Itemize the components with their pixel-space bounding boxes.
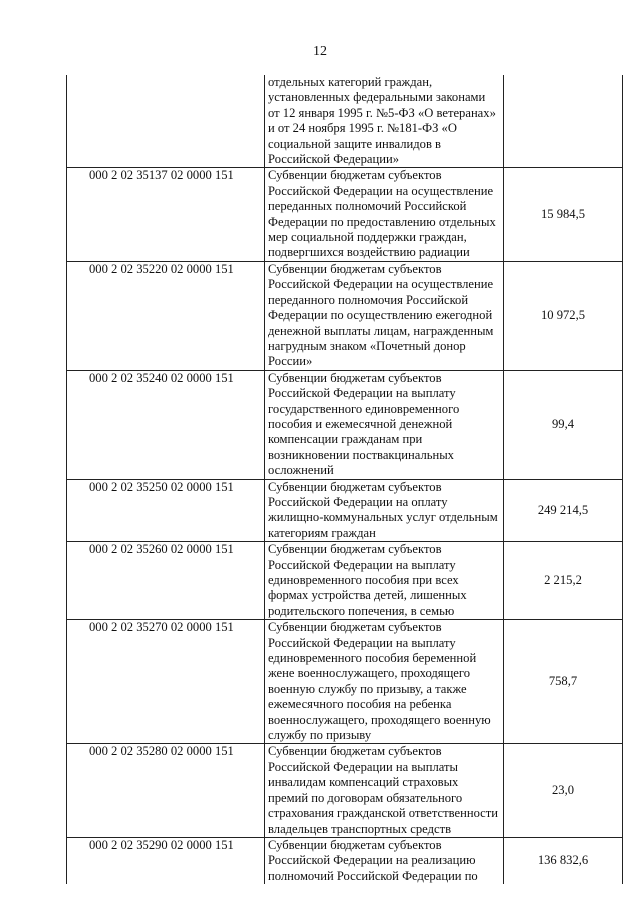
table-row (67, 620, 623, 744)
amount-cell (504, 75, 623, 168)
description-cell: Субвенции бюджетам субъектов Российской Федерации на оплату жилищно-коммунальных услуг отдельным категориям граждан (265, 479, 504, 542)
description-cell: Субвенции бюджетам субъектов Российской Федерации на реализацию полномочий Российской Федерации по (265, 837, 504, 884)
table-row (67, 261, 623, 370)
page-number: 12 (313, 44, 327, 59)
description-cell: Субвенции бюджетам субъектов Российской Федерации на осуществление переданных полномочий Российской Федерации по предоставлению отдельных мер социальной поддержки граждан, подвергшихся воздействию радиации (265, 168, 504, 261)
description-cell: Субвенции бюджетам субъектов Российской Федерации на выплаты инвалидам компенсаций страховых премий по договорам обязательного страхования гражданской ответственности владельцев транспортных средств (265, 744, 504, 837)
description-cell: отдельных категорий граждан, установленных федеральными законами от 12 января 1995 г. №5-ФЗ «О ветеранах» и от 24 ноября 1995 г. №181-ФЗ «О социальной защите инвалидов в Российской Федерации» (265, 75, 504, 168)
budget-code-cell: 000 2 02 35290 02 0000 151 (67, 837, 265, 884)
budget-code-cell (67, 75, 265, 168)
budget-code-cell: 000 2 02 35280 02 0000 151 (67, 744, 265, 837)
table-row (67, 168, 623, 261)
subvention-table (66, 75, 623, 884)
budget-code-cell: 000 2 02 35270 02 0000 151 (67, 620, 265, 744)
amount-cell: 10 972,5 (504, 261, 623, 370)
budget-code-cell: 000 2 02 35137 02 0000 151 (67, 168, 265, 261)
amount-cell: 758,7 (504, 620, 623, 744)
table-row (67, 542, 623, 620)
table-row (67, 370, 623, 479)
description-cell: Субвенции бюджетам субъектов Российской Федерации на выплату единовременного пособия беременной жене военнослужащего, проходящего военную службу по призыву, а также ежемесячного пособия на ребенка военнослужащего, проходящего военную службу по призыву (265, 620, 504, 744)
budget-code-cell: 000 2 02 35260 02 0000 151 (67, 542, 265, 620)
table-row (67, 479, 623, 542)
table-row (67, 837, 623, 884)
amount-cell: 2 215,2 (504, 542, 623, 620)
amount-cell: 15 984,5 (504, 168, 623, 261)
amount-cell: 23,0 (504, 744, 623, 837)
budget-code-cell: 000 2 02 35240 02 0000 151 (67, 370, 265, 479)
description-cell: Субвенции бюджетам субъектов Российской Федерации на осуществление переданного полномочия Российской Федерации по осуществлению ежегодной денежной выплаты лицам, награжденным нагрудным знаком «Почетный донор России» (265, 261, 504, 370)
table-row (67, 744, 623, 837)
budget-code-cell: 000 2 02 35250 02 0000 151 (67, 479, 265, 542)
amount-cell: 99,4 (504, 370, 623, 479)
description-cell: Субвенции бюджетам субъектов Российской Федерации на выплату единовременного пособия при всех формах устройства детей, лишенных родительского попечения, в семью (265, 542, 504, 620)
budget-code-cell: 000 2 02 35220 02 0000 151 (67, 261, 265, 370)
description-cell: Субвенции бюджетам субъектов Российской Федерации на выплату государственного единовременного пособия и ежемесячной денежной компенсации гражданам при возникновении поствакцинальных осложнений (265, 370, 504, 479)
amount-cell: 249 214,5 (504, 479, 623, 542)
table-row (67, 75, 623, 168)
amount-cell: 136 832,6 (504, 837, 623, 884)
